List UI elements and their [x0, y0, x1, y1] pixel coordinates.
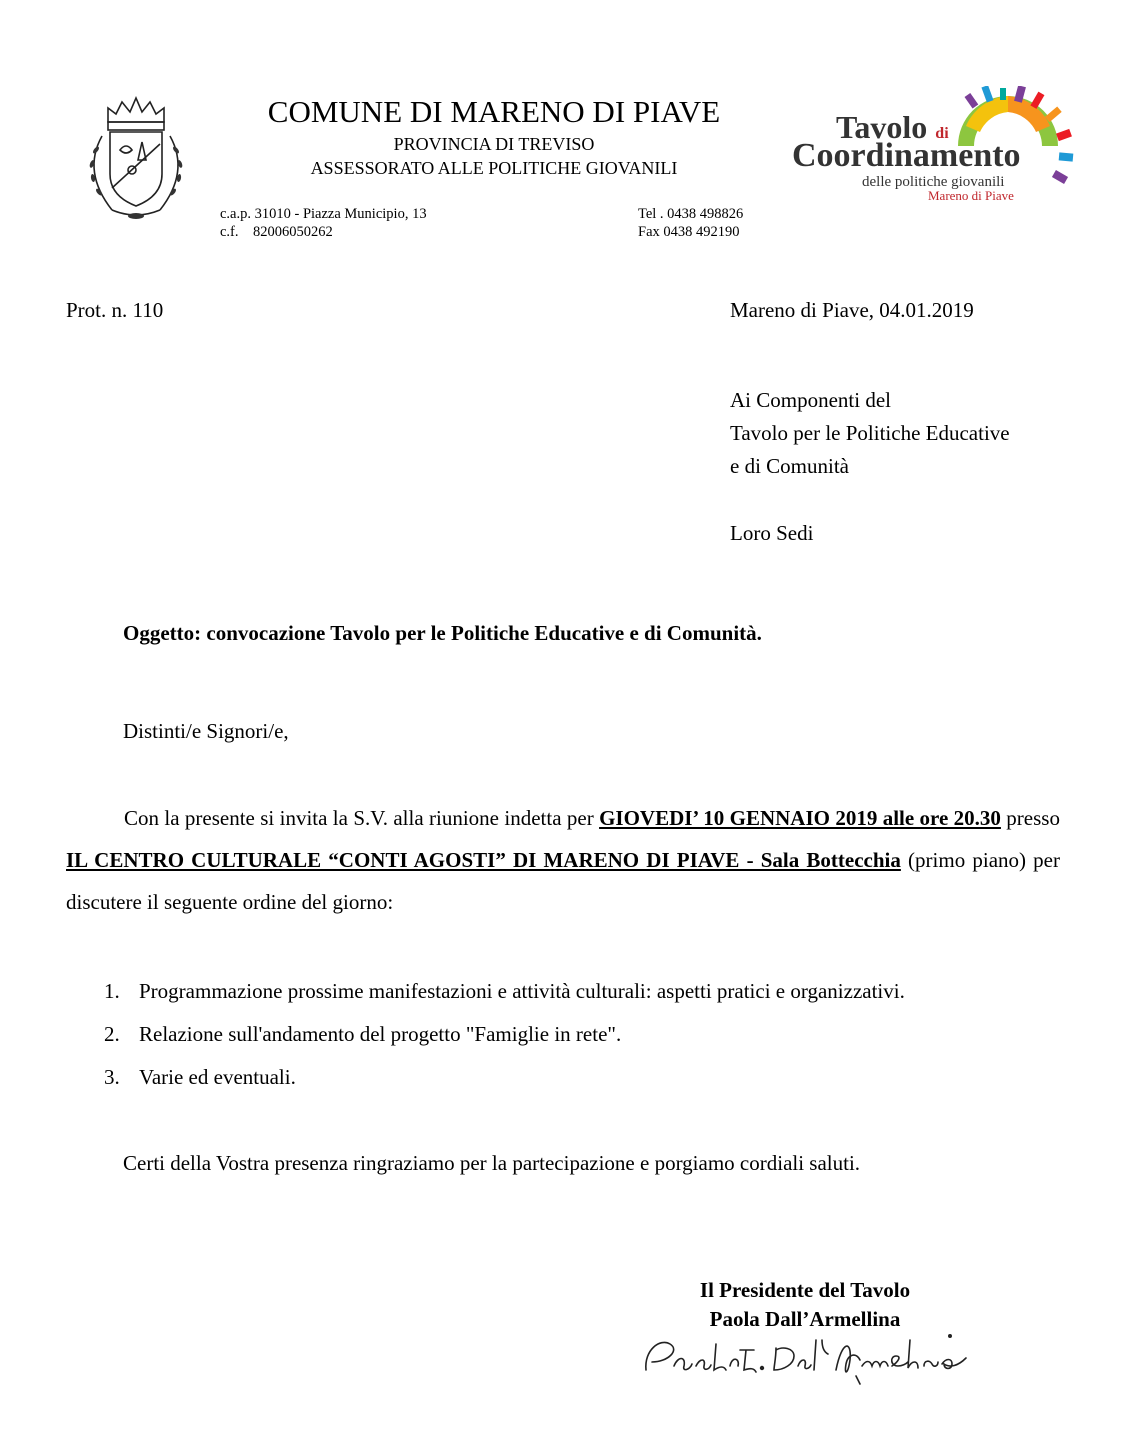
agenda-item-text: Relazione sull'andamento del progetto "Famiglie in rete". [139, 1022, 622, 1046]
logo-line2: Coordinamento [792, 137, 1021, 174]
signer-title: Il Presidente del Tavolo [699, 1278, 911, 1302]
agenda-item-number: 2. [104, 1022, 120, 1046]
address-line: c.a.p. 31010 - Piazza Municipio, 13 [220, 206, 427, 222]
recipient-closing: Loro Sedi [730, 521, 814, 545]
closing-sentence: Certi della Vostra presenza ringraziamo per la partecipazione e porgiamo cordiali saluti. [123, 1151, 861, 1175]
agenda-item [104, 978, 905, 1004]
province-line: PROVINCIA DI TREVISO [393, 134, 595, 154]
invitation-paragraph [66, 797, 1060, 923]
paragraph-part2: presso [1000, 806, 1060, 830]
agenda-item-text: Varie ed eventuali. [139, 1065, 296, 1089]
fax-line: Fax 0438 492190 [638, 224, 740, 240]
meeting-date: GIOVEDI’ 10 GENNAIO 2019 alle ore 20.30 [599, 806, 1001, 830]
agenda-item-number: 1. [104, 979, 120, 1003]
phone-line: Tel . 0438 498826 [638, 206, 744, 222]
logo-line4: Mareno di Piave [928, 188, 1014, 203]
place-date: Mareno di Piave, 04.01.2019 [730, 298, 974, 322]
salutation: Distinti/e Signori/e, [123, 719, 289, 743]
agenda-item [104, 1064, 296, 1090]
municipality-title: COMUNE DI MARENO DI PIAVE [267, 94, 721, 129]
tax-code-line: c.f. 82006050262 [220, 224, 333, 240]
agenda-item-number: 3. [104, 1065, 120, 1089]
signer-name: Paola Dall’Armellina [709, 1307, 901, 1331]
logo-line3: delle politiche giovanili [862, 174, 1005, 190]
department-line: ASSESSORATO ALLE POLITICHE GIOVANILI [310, 158, 678, 178]
recipient-line-3: e di Comunità [730, 454, 849, 478]
agenda-item [104, 1021, 621, 1047]
logo-line1-small: di [935, 125, 949, 142]
paragraph-part1: Con la presente si invita la S.V. alla riunione indetta per [124, 806, 600, 830]
handwritten-signature [640, 1326, 992, 1388]
protocol-number: Prot. n. 110 [66, 298, 164, 322]
logo-line1: Tavolo [836, 109, 928, 145]
municipal-crest-icon [72, 92, 200, 224]
meeting-place: IL CENTRO CULTURALE “CONTI AGOSTI” DI MARENO DI PIAVE - Sala Bottecchia [66, 848, 901, 872]
tavolo-coordinamento-logo [788, 86, 1088, 204]
subject-line: Oggetto: convocazione Tavolo per le Politiche Educative e di Comunità. [123, 621, 762, 645]
agenda-item-text: Programmazione prossime manifestazioni e attività culturali: aspetti pratici e organizzativi. [139, 979, 905, 1003]
recipient-line-2: Tavolo per le Politiche Educative [730, 421, 1010, 445]
recipient-line-1: Ai Componenti del [730, 388, 891, 412]
paragraph-part3: (primo piano) per discutere il seguente ordine del giorno: [66, 848, 1060, 914]
